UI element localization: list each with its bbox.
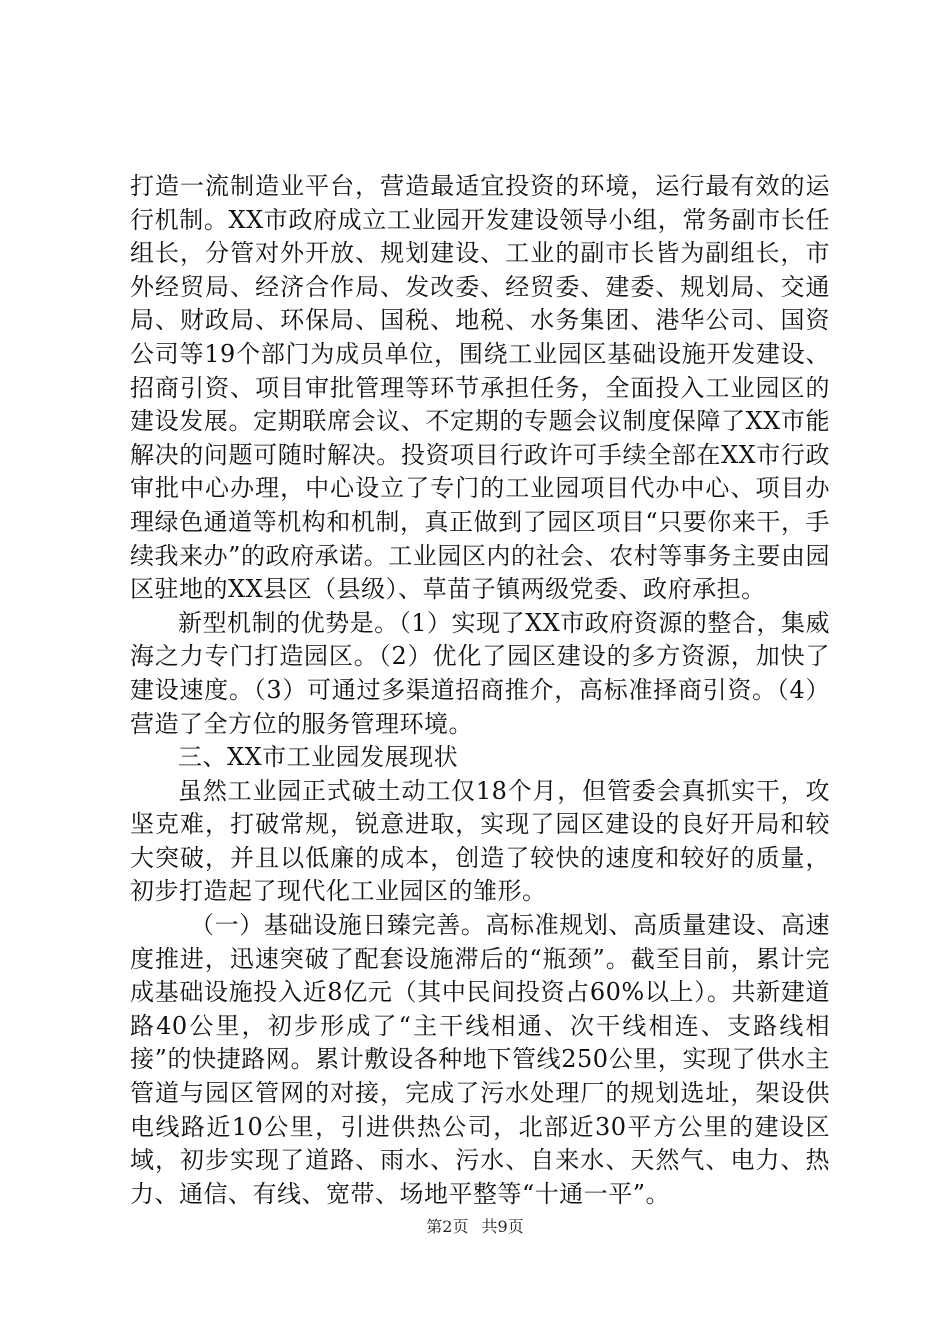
paragraph-infrastructure: （一）基础设施日臻完善。高标准规划、高质量建设、高速度推进，迅速突破了配套设施滞后的“瓶颈”。截至目前，累计完成基础设施投入近8亿元（其中民间投资占60%以上）。共新建道路40公里，初步形成了“主干线相通、次干线相连、支路线相接”的快捷路网。累计敷设各种地下管线250公里，实现了供水主管道与园区管网的对接，完成了污水处理厂的规划选址，架设供电线路近10公里，引进供热公司，北部近30平方公里的建设区域，初步实现了道路、雨水、污水、自来水、天然气、电力、热力、通信、有线、宽带、场地平整等“十通一平”。	[130, 911, 830, 1208]
paragraph-status-intro: 虽然工业园正式破土动工仅18个月，但管委会真抓实干，攻坚克难，打破常规，锐意进取，实现了园区建设的良好开局和较大突破，并且以低廉的成本，创造了较快的速度和较好的质量，初步打造起了现代化工业园区的雏形。	[130, 776, 830, 906]
section-heading: 三、XX市工业园发展现状	[178, 743, 459, 772]
page-total: 共9页	[481, 1217, 524, 1236]
paragraph-mechanism-advantages: 新型机制的优势是。（1）实现了XX市政府资源的整合，集威海之力专门打造园区。（2）优化了园区建设的多方资源，加快了建设速度。（3）可通过多渠道招商推介，高标准择商引资。（4）营造了全方位的服务管理环境。	[130, 608, 830, 738]
paragraph-continuation: 打造一流制造业平台，营造最适宜投资的环境，运行最有效的运行机制。XX市政府成立工业园开发建设领导小组，常务副市长任组长，分管对外开放、规划建设、工业的副市长皆为副组长，市外经贸局、经济合作局、发改委、经贸委、建委、规划局、交通局、财政局、环保局、国税、地税、水务集团、港华公司、国资公司等19个部门为成员单位，围绕工业园区基础设施开发建设、招商引资、项目审批管理等环节承担任务，全面投入工业园区的建设发展。定期联席会议、不定期的专题会议制度保障了XX市能解决的问题可随时解决。投资项目行政许可手续全部在XX市行政审批中心办理，中心设立了专门的工业园项目代办中心、项目办理绿色通道等机构和机制，真正做到了园区项目“只要你来干，手续我来办”的政府承诺。工业园区内的社会、农村等事务主要由园区驻地的XX县区（县级）、草苗子镇两级党委、政府承担。	[130, 172, 830, 604]
page-number: 第2页	[426, 1217, 469, 1236]
document-body	[130, 170, 830, 1211]
page-footer	[0, 1214, 950, 1237]
